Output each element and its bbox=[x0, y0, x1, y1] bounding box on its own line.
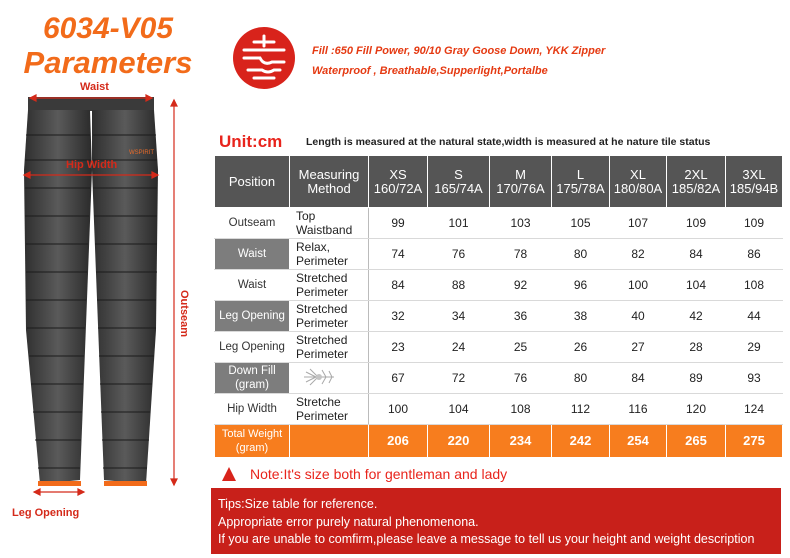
gender-note-text: Note:It's size both for gentleman and lady bbox=[250, 466, 508, 482]
table-row bbox=[215, 301, 783, 332]
measurement-note: Length is measured at the natural state,width is measured at he nature tile status bbox=[306, 136, 711, 148]
cell-value: 86 bbox=[726, 239, 783, 270]
row-method: Stretched Perimeter bbox=[290, 270, 369, 301]
size-header-xs: XS 160/72A bbox=[369, 156, 428, 208]
table-row bbox=[215, 363, 783, 394]
total-value: 220 bbox=[428, 425, 490, 458]
cell-value: 80 bbox=[552, 363, 610, 394]
size-header-l: L 175/78A bbox=[552, 156, 610, 208]
table-row bbox=[215, 332, 783, 363]
cell-value: 25 bbox=[490, 332, 552, 363]
cell-value: 100 bbox=[610, 270, 667, 301]
table-row bbox=[215, 208, 783, 239]
cell-value: 93 bbox=[726, 363, 783, 394]
total-label: Total Weight (gram) bbox=[215, 425, 290, 458]
cell-value: 24 bbox=[428, 332, 490, 363]
cell-value: 44 bbox=[726, 301, 783, 332]
position-header: Position bbox=[215, 156, 290, 208]
model-code: 6034-V05 bbox=[42, 12, 174, 45]
total-value: 206 bbox=[369, 425, 428, 458]
row-position: Waist bbox=[215, 270, 290, 301]
cell-value: 107 bbox=[610, 208, 667, 239]
cell-value: 78 bbox=[490, 239, 552, 270]
cell-value: 109 bbox=[726, 208, 783, 239]
tips-line-1: Tips:Size table for reference. bbox=[218, 497, 378, 511]
cell-value: 76 bbox=[428, 239, 490, 270]
warning-triangle-icon bbox=[222, 467, 236, 481]
cell-value: 76 bbox=[490, 363, 552, 394]
brand-logo-icon bbox=[232, 26, 296, 90]
cell-value: 92 bbox=[490, 270, 552, 301]
cell-value: 27 bbox=[610, 332, 667, 363]
cell-value: 89 bbox=[667, 363, 726, 394]
cell-value: 88 bbox=[428, 270, 490, 301]
row-position: Leg Opening bbox=[215, 332, 290, 363]
pants-illustration bbox=[0, 80, 210, 558]
cell-value: 96 bbox=[552, 270, 610, 301]
cell-value: 108 bbox=[726, 270, 783, 301]
row-method: Stretche Perimeter bbox=[290, 394, 369, 425]
features-line-1: Fill :650 Fill Power, 90/10 Gray Goose Down, YKK Zipper bbox=[312, 45, 606, 57]
cell-value: 74 bbox=[369, 239, 428, 270]
cell-value: 40 bbox=[610, 301, 667, 332]
table-header-row bbox=[215, 156, 783, 208]
down-feather-cell bbox=[290, 363, 369, 394]
hip-width-label: Hip Width bbox=[66, 159, 118, 171]
tips-line-2: Appropriate error purely natural phenomenona. bbox=[218, 514, 479, 529]
cell-value: 108 bbox=[490, 394, 552, 425]
row-position: Waist bbox=[215, 239, 290, 270]
cell-value: 84 bbox=[369, 270, 428, 301]
tips-box bbox=[211, 488, 781, 554]
size-header-m: M 170/76A bbox=[490, 156, 552, 208]
cell-value: 38 bbox=[552, 301, 610, 332]
cell-value: 36 bbox=[490, 301, 552, 332]
pants-brand-text: WSPIRIT bbox=[129, 150, 154, 156]
row-position: Leg Opening bbox=[215, 301, 290, 332]
cell-value: 109 bbox=[667, 208, 726, 239]
cell-value: 124 bbox=[726, 394, 783, 425]
row-method: Stretched Perimeter bbox=[290, 301, 369, 332]
cell-value: 103 bbox=[490, 208, 552, 239]
size-header-3xl: 3XL 185/94B bbox=[726, 156, 783, 208]
outseam-label: Outseam bbox=[178, 290, 190, 338]
cell-value: 72 bbox=[428, 363, 490, 394]
cell-value: 42 bbox=[667, 301, 726, 332]
total-value: 275 bbox=[726, 425, 783, 458]
row-position: Hip Width bbox=[215, 394, 290, 425]
row-position: Outseam bbox=[215, 208, 290, 239]
total-value: 265 bbox=[667, 425, 726, 458]
cell-value: 67 bbox=[369, 363, 428, 394]
size-header-xl: XL 180/80A bbox=[610, 156, 667, 208]
tips-line-3: If you are unable to comfirm,please leave a message to tell us your height and weight description bbox=[218, 532, 755, 546]
waist-label: Waist bbox=[80, 81, 109, 93]
total-value: 234 bbox=[490, 425, 552, 458]
cell-value: 82 bbox=[610, 239, 667, 270]
total-weight-row bbox=[215, 425, 783, 458]
row-position: Down Fill (gram) bbox=[215, 363, 290, 394]
cell-value: 84 bbox=[667, 239, 726, 270]
leg-opening-label: Leg Opening bbox=[12, 507, 80, 519]
parameters-heading: Parameters bbox=[23, 45, 193, 80]
product-title bbox=[18, 12, 198, 80]
product-features bbox=[312, 41, 605, 81]
size-table bbox=[214, 155, 783, 458]
cell-value: 101 bbox=[428, 208, 490, 239]
cell-value: 80 bbox=[552, 239, 610, 270]
size-header-s: S 165/74A bbox=[428, 156, 490, 208]
cell-value: 34 bbox=[428, 301, 490, 332]
cell-value: 116 bbox=[610, 394, 667, 425]
cell-value: 112 bbox=[552, 394, 610, 425]
cell-value: 26 bbox=[552, 332, 610, 363]
cell-value: 105 bbox=[552, 208, 610, 239]
cell-value: 84 bbox=[610, 363, 667, 394]
method-header: Measuring Method bbox=[290, 156, 369, 208]
cell-value: 32 bbox=[369, 301, 428, 332]
cell-value: 28 bbox=[667, 332, 726, 363]
row-method: Top Waistband bbox=[290, 208, 369, 239]
total-value: 242 bbox=[552, 425, 610, 458]
cell-value: 29 bbox=[726, 332, 783, 363]
table-row bbox=[215, 270, 783, 301]
total-value: 254 bbox=[610, 425, 667, 458]
features-line-2: Waterproof , Breathable,Supperlight,Portalbe bbox=[312, 65, 548, 77]
size-header-2xl: 2XL 185/82A bbox=[667, 156, 726, 208]
row-method: Stretched Perimeter bbox=[290, 332, 369, 363]
cell-value: 120 bbox=[667, 394, 726, 425]
cell-value: 104 bbox=[428, 394, 490, 425]
unit-label: Unit:cm bbox=[219, 132, 283, 151]
gender-note bbox=[222, 466, 507, 482]
table-row bbox=[215, 394, 783, 425]
total-empty-cell bbox=[290, 425, 369, 458]
cell-value: 23 bbox=[369, 332, 428, 363]
cell-value: 100 bbox=[369, 394, 428, 425]
down-feather-icon bbox=[296, 365, 342, 389]
table-row bbox=[215, 239, 783, 270]
cell-value: 99 bbox=[369, 208, 428, 239]
cell-value: 104 bbox=[667, 270, 726, 301]
row-method: Relax, Perimeter bbox=[290, 239, 369, 270]
